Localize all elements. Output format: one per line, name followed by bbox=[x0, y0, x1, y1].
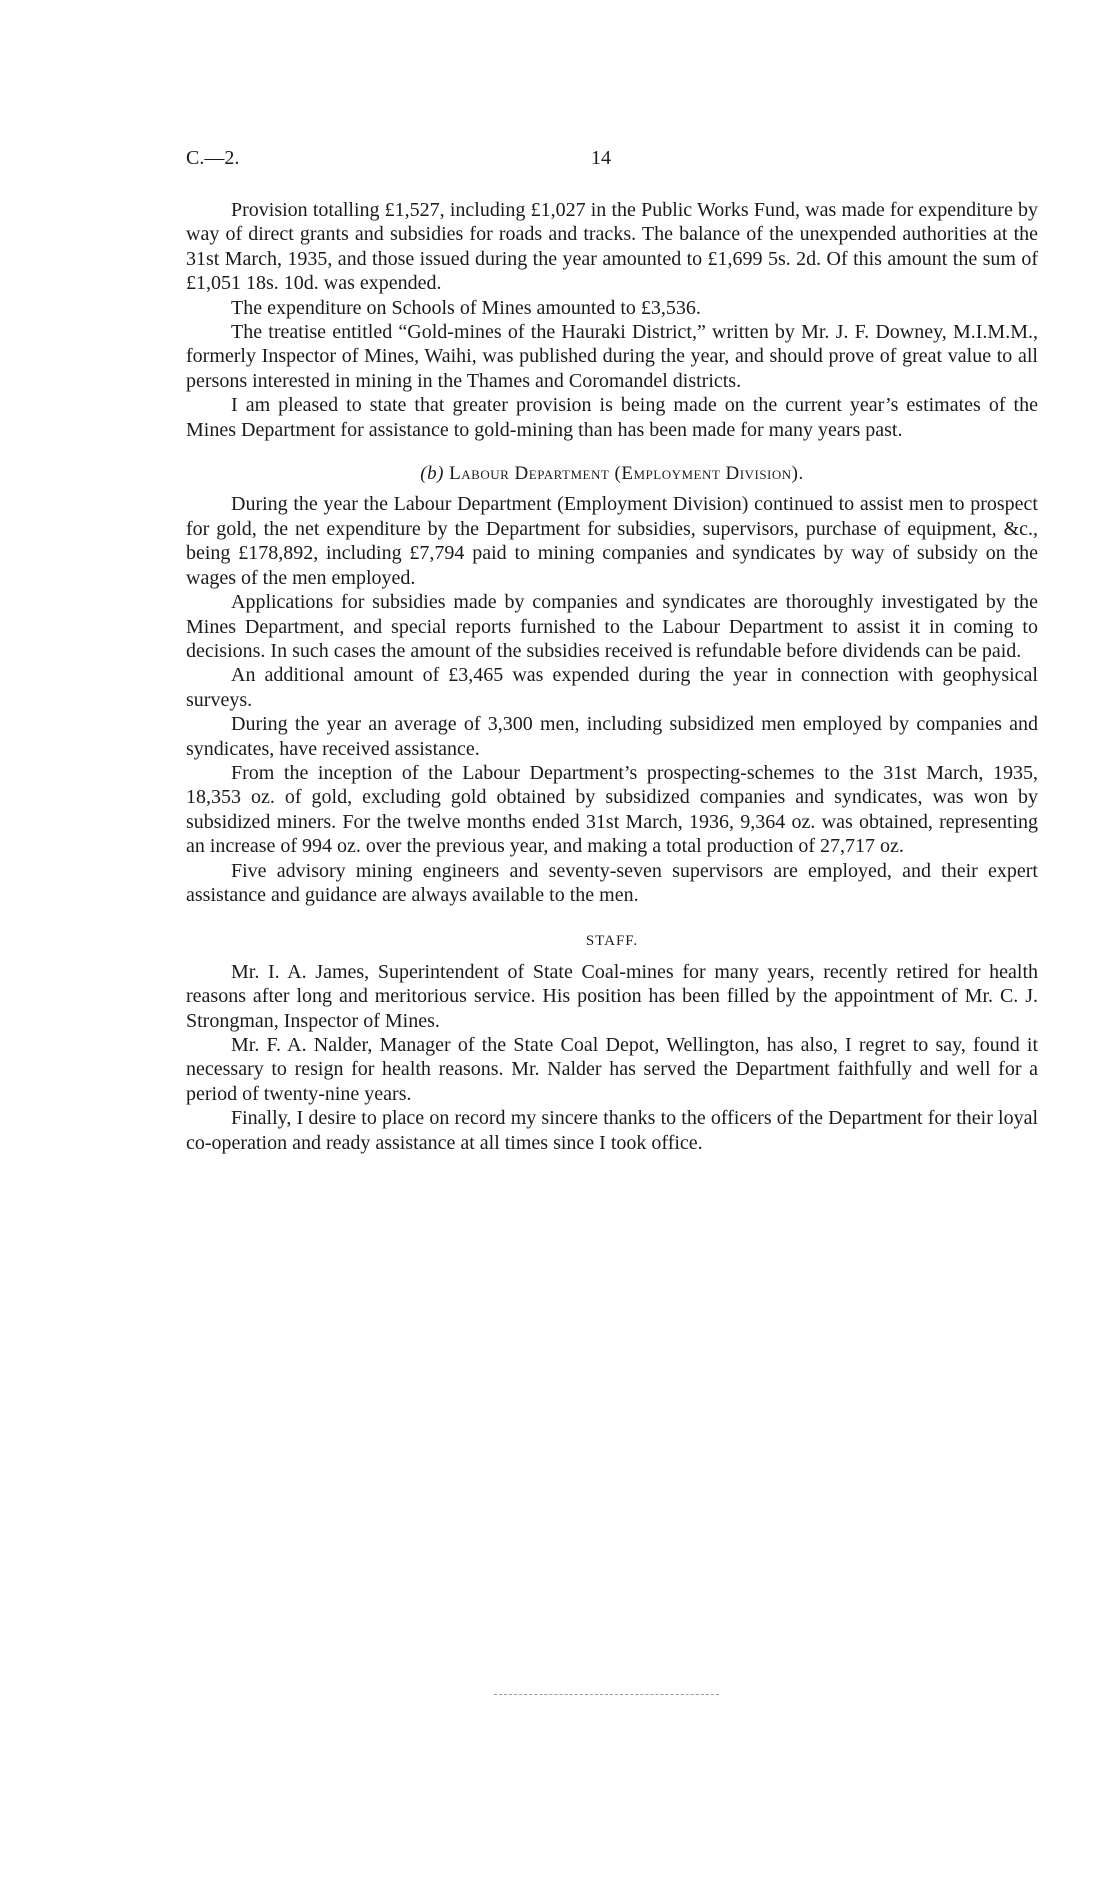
section-heading-text: Labour Department (Employment Division). bbox=[449, 463, 804, 485]
paragraph-geophysical-surveys: An additional amount of £3,465 was expended during the year in connection with geophysical surveys. bbox=[186, 664, 1038, 711]
paragraph-men-assisted: During the year an average of 3,300 men, including subsidized men employed by companies and syndicates, have received assistance. bbox=[186, 713, 1038, 760]
paragraph-schools-of-mines: The expenditure on Schools of Mines amounted to £3,536. bbox=[231, 296, 701, 319]
section-heading-prefix: (b) bbox=[420, 463, 444, 485]
paragraph-closing-thanks: Finally, I desire to place on record my sincere thanks to the officers of the Department for their loyal co-operation and ready assistance at all times since I took office. bbox=[186, 1107, 1038, 1154]
page-body bbox=[186, 198, 1038, 1155]
section-heading-labour-department bbox=[186, 462, 1038, 486]
paragraph-provision-roads: Provision totalling £1,527, including £1,027 in the Public Works Fund, was made for expenditure by way of direct grants and subsidies for roads and tracks. The balance of the unexpended authorities at the 31st March, 1935, and those issued during the year amounted to £1,699 5s. 2d. Of this amount the sum of £1,051 18s. 10d. was expended. bbox=[186, 199, 1038, 295]
document-code: C.—2. bbox=[186, 147, 240, 169]
section-heading-staff: STAFF. bbox=[585, 933, 639, 950]
paragraph-subsidy-applications: Applications for subsidies made by companies and syndicates are thoroughly investigated by the Mines Department, and special reports furnished to the Labour Department to assist it in coming to decisions. In such cases the amount of the subsidies received is refundable before dividends can be paid. bbox=[186, 591, 1038, 662]
paragraph-estimates: I am pleased to state that greater provision is being made on the current year’s estimates of the Mines Department for assistance to gold-mining than has been made for many years past. bbox=[186, 394, 1038, 441]
paragraph-hauraki-treatise: The treatise entitled “Gold-mines of the Hauraki District,” written by Mr. J. F. Downey, M.I.M.M., formerly Inspector of Mines, Waihi, was published during the year, and should prove of great value to all persons interested in mining in the Thames and Coromandel districts. bbox=[186, 321, 1038, 392]
paragraph-labour-expenditure: During the year the Labour Department (Employment Division) continued to assist men to prospect for gold, the net expenditure by the Department for subsidies, supervisors, purchase of equipment, &c., being £178,892, including £7,794 paid to mining companies and syndicates by way of subsidy on the wages of the men employed. bbox=[186, 493, 1038, 589]
paragraph-engineers-supervisors: Five advisory mining engineers and seventy-seven supervisors are employed, and their expert assistance and guidance are always available to the men. bbox=[186, 859, 1038, 906]
paragraph-staff-james: Mr. I. A. James, Superintendent of State Coal-mines for many years, recently retired for health reasons after long and meritorious service. His position has been filled by the appointment of Mr. C. J. Strongman, Inspector of Mines. bbox=[186, 960, 1038, 1032]
page-number: 14 bbox=[591, 147, 611, 169]
closing-rule bbox=[494, 1694, 719, 1695]
paragraph-staff-nalder: Mr. F. A. Nalder, Manager of the State Coal Depot, Wellington, has also, I regret to say, found it necessary to resign for health reasons. Mr. Nalder has served the Department faithfully and well for a period of twenty-nine years. bbox=[186, 1034, 1038, 1105]
page-header bbox=[186, 147, 1038, 173]
paragraph-gold-production: From the inception of the Labour Department’s prospecting-schemes to the 31st March, 1935, 18,353 oz. of gold, excluding gold obtained by subsidized companies and syndicates, was won by subsidized miners. For the twelve months ended 31st March, 1936, 9,364 oz. was obtained, representing an increase of 994 oz. over the previous year, and making a total production of 27,717 oz. bbox=[186, 761, 1038, 858]
